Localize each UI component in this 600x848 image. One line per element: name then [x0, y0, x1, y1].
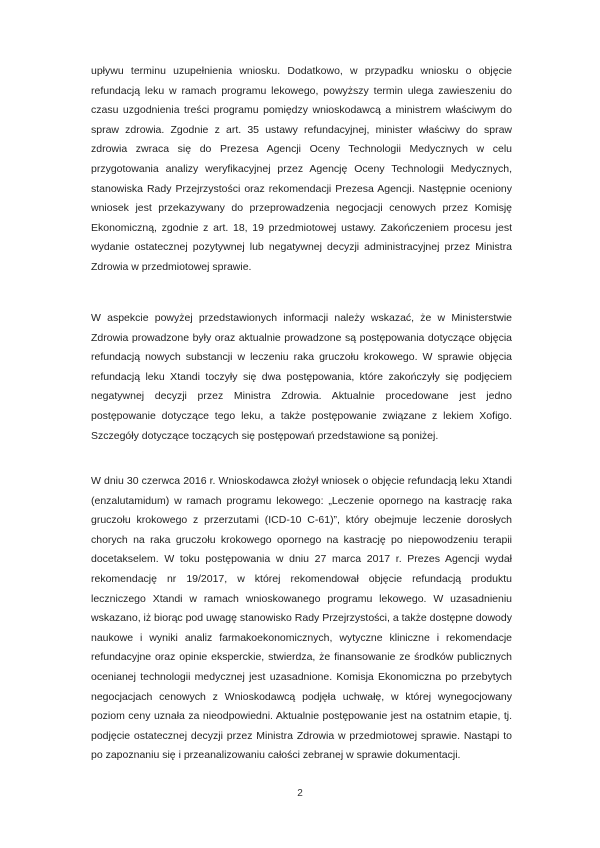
page-number: 2 [297, 788, 303, 799]
paragraph-text: W dniu 30 czerwca 2016 r. Wnioskodawca złożył wniosek o objęcie refundacją leku Xtandi (enzalutamidum) w ramach programu lekowego: „Leczenie opornego na kastrację raka gruczołu krokowego z przerzutami (ICD-10 C-61)”, który obejmuje leczenie dorosłych chorych na raka gruczołu krokowego opornego na kastrację po niepowodzeniu terapii docetakselem. W toku postępowania w dniu 27 marca 2017 r. Prezes Agencji wydał rekomendację nr 19/2017, w której rekomendował objęcie refundacją produktu leczniczego Xtandi w ramach wnioskowanego programu lekowego. W uzasadnieniu wskazano, iż biorąc pod uwagę stanowisko Rady Przejrzystości, a także dostępne dowody naukowe i wyniki analiz farmakoekonomicznych, wytyczne kliniczne i rekomendacje refundacyjne oraz opinie eksperckie, stwierdza, że finansowanie ze środków publicznych ocenianej technologii medycznej jest uzasadnione. Komisja Ekonomiczna po przebytych negocjacjach cenowych z Wnioskodawcą podjęła uchwałę, w której wynegocjowany poziom ceny uznała za nieodpowiedni. Aktualnie postępowanie jest na ostatnim etapie, tj. podjęcie ostatecznej decyzji przez Ministra Zdrowia w przedmiotowej sprawie. Nastąpi to po zapoznaniu się i przeanalizowaniu całości zebranej w sprawie dokumentacji. [91, 475, 512, 762]
paragraph-3 [91, 472, 512, 780]
paragraph-2 [91, 309, 512, 460]
paragraph-1 [91, 62, 512, 292]
paragraph-text: W aspekcie powyżej przedstawionych informacji należy wskazać, że w Ministerstwie Zdrowia prowadzone były oraz aktualnie prowadzone są postępowania dotyczące objęcia refundacją nowych substancji w leczeniu raka gruczołu krokowego. W sprawie objęcia refundacją leku Xtandi toczyły się dwa postępowania, które zakończyły się podjęciem negatywnej decyzji przez Ministra Zdrowia. Aktualnie procedowane jest jedno postępowanie dotyczące tego leku, a także postępowanie związane z lekiem Xofigo. Szczegóły dotyczące toczących się postępowań przedstawione są poniżej. [91, 312, 512, 442]
paragraph-text: upływu terminu uzupełnienia wniosku. Dodatkowo, w przypadku wniosku o objęcie refundacją leku w ramach programu lekowego, powyższy termin ulega zawieszeniu do czasu uzgodnienia treści programu pomiędzy wnioskodawcą a ministrem właściwym do spraw zdrowia. Zgodnie z art. 35 ustawy refundacyjnej, minister właściwy do spraw zdrowia zwraca się do Prezesa Agencji Oceny Technologii Medycznych w celu przygotowania analizy weryfikacyjnej przez Agencję Oceny Technologii Medycznych, stanowiska Rady Przejrzystości oraz rekomendacji Prezesa Agencji. Następnie oceniony wniosek jest przekazywany do przeprowadzenia negocjacji cenowych przez Komisję Ekonomiczną, zgodnie z art. 18, 19 przedmiotowej ustawy. Zakończeniem procesu jest wydanie ostatecznej pozytywnej lub negatywnej decyzji administracyjnej przez Ministra Zdrowia w przedmiotowej sprawie. [91, 65, 512, 273]
